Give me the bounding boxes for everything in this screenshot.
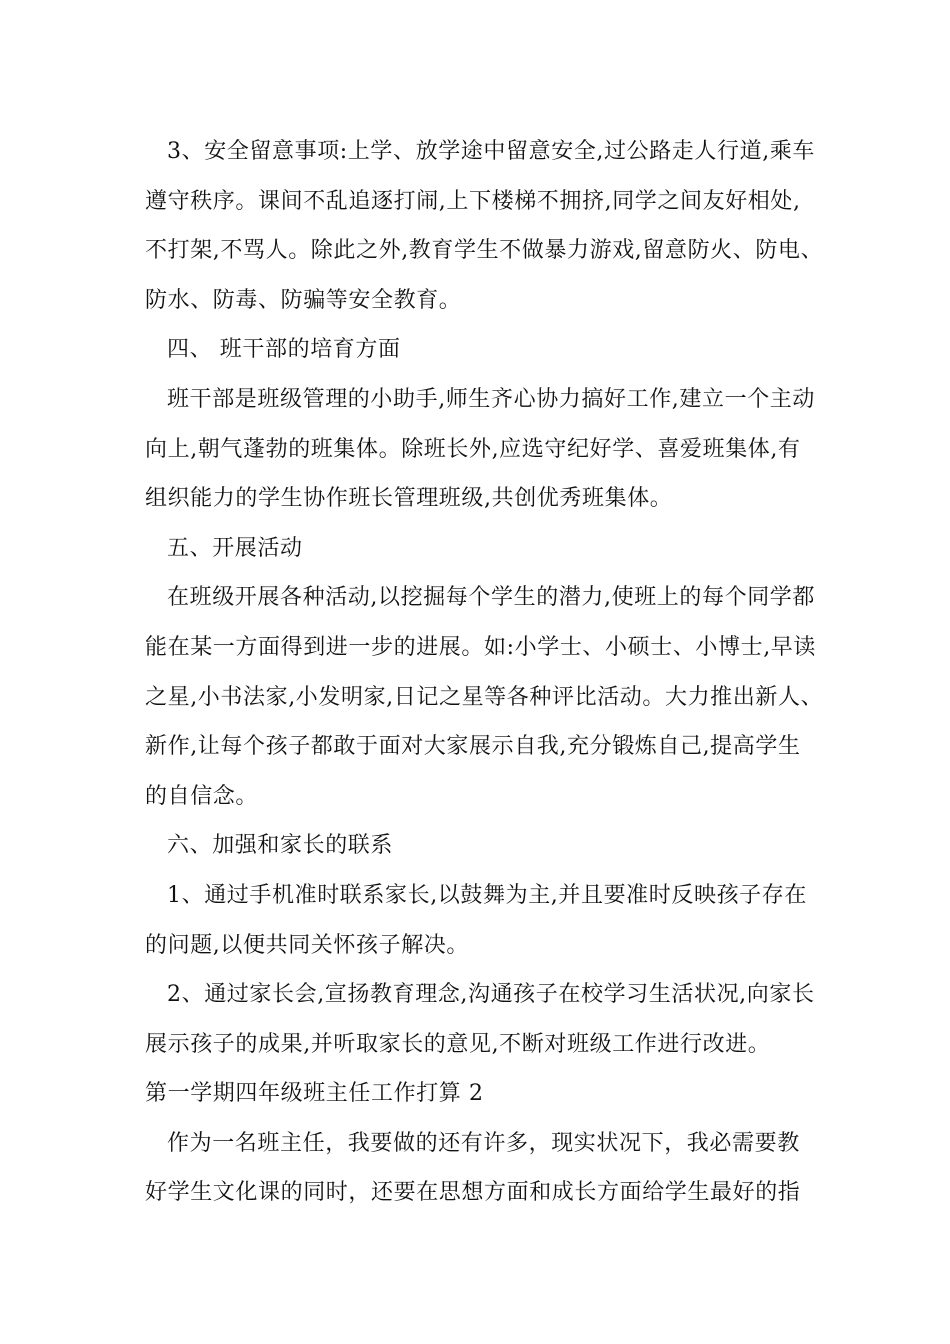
- paragraph-line: 好学生文化课的同时，还要在思想方面和成长方面给学生最好的指: [145, 1180, 801, 1206]
- paragraph-line: 展示孩子的成果,并听取家长的意见,不断对班级工作进行改进。: [145, 1031, 771, 1057]
- document-body: [145, 127, 830, 1218]
- paragraph-line: 不打架,不骂人。除此之外,教育学生不做暴力游戏,留意防火、防电、: [145, 238, 824, 264]
- paragraph-line: 之星,小书法家,小发明家,日记之星等各种评比活动。大力推出新人、: [145, 684, 824, 710]
- paragraph-line: 组织能力的学生协作班长管理班级,共创优秀班集体。: [145, 486, 673, 512]
- paragraph-line: 在班级开展各种活动,以挖掘每个学生的潜力,使班上的每个同学都: [167, 585, 815, 611]
- paragraph-line: 3、安全留意事项:上学、放学途中留意安全,过公路走人行道,乘车: [167, 139, 815, 164]
- paragraph-line: 的自信念。: [145, 783, 259, 809]
- paragraph-line: 作为一名班主任，我要做的还有许多，现实状况下，我必需要教: [167, 1130, 800, 1156]
- section-heading: 五、开展活动: [167, 535, 303, 561]
- paragraph-line: 班干部是班级管理的小助手,师生齐心协力搞好工作,建立一个主动: [167, 386, 815, 412]
- document-title: 第一学期四年级班主任工作打算 2: [145, 1081, 484, 1107]
- paragraph-line: 能在某一方面得到进一步的进展。如:小学士、小硕士、小博士,早读: [145, 634, 817, 660]
- section-heading: 四、 班干部的培育方面: [167, 337, 401, 363]
- paragraph-line: 1、通过手机准时联系家长,以鼓舞为主,并且要准时反映孩子存在: [167, 882, 807, 908]
- paragraph-line: 防水、防毒、防骗等安全教育。: [145, 287, 462, 313]
- paragraph-line: 遵守秩序。课间不乱追逐打闹,上下楼梯不拥挤,同学之间友好相处,: [145, 188, 801, 214]
- paragraph-line: 2、通过家长会,宣扬教育理念,沟通孩子在校学习生活状况,向家长: [167, 982, 815, 1008]
- paragraph-line: 新作,让每个孩子都敢于面对大家展示自我,充分锻炼自己,提高学生: [145, 734, 801, 760]
- section-heading: 六、加强和家长的联系: [167, 833, 394, 859]
- paragraph-line: 向上,朝气蓬勃的班集体。除班长外,应选守纪好学、喜爱班集体,有: [145, 436, 801, 462]
- paragraph-line: 的问题,以便共同关怀孩子解决。: [145, 932, 469, 958]
